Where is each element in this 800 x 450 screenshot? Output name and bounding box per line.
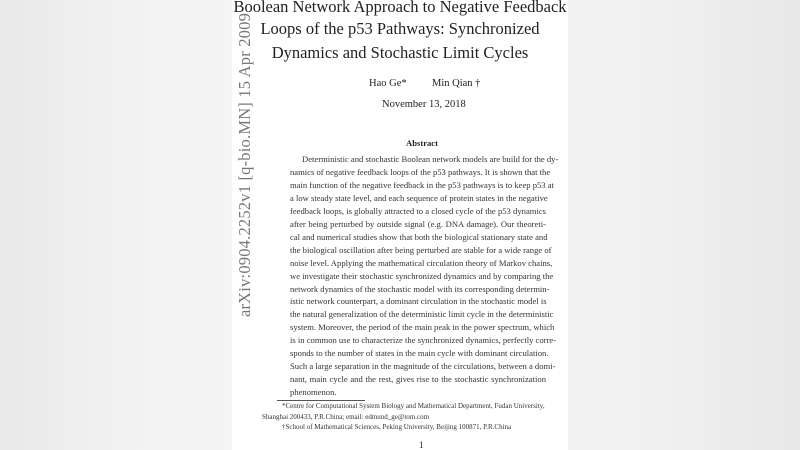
footnote-rule: [277, 400, 365, 401]
date: November 13, 2018: [382, 99, 466, 110]
footnote-1: *Centre for Computational System Biology and Mathematical Department, Fudan University,: [282, 402, 545, 410]
abstract-line: system. Moreover, the period of the main peak in the power spectrum, which: [290, 322, 555, 333]
abstract-line: cal and numerical studies show that both the biological stationary state and: [290, 231, 548, 242]
abstract-line: a low steady state level, and each sequence of protein states in the negative: [290, 192, 548, 203]
title-line-2: Loops of the p53 Pathways: Synchronized: [260, 19, 540, 38]
abstract-line: sponds to the number of states in the main cycle with dominant circulation.: [290, 348, 549, 359]
abstract-line: after being perturbed by outside signal (e.g. DNA damage). Our theoreti-: [290, 218, 546, 229]
abstract-heading: Abstract: [406, 138, 438, 148]
abstract-line: main function of the negative feedback in the p53 pathways is to keep p53 at: [290, 179, 554, 190]
abstract-line: noise level. Applying the mathematical circulation theory of Markov chains,: [290, 257, 553, 268]
author-2: Min Qian †: [432, 78, 481, 89]
footnote-2: †School of Mathematical Sciences, Peking University, Beijing 100871, P.R.China: [282, 423, 512, 431]
title-line-3: Dynamics and Stochastic Limit Cycles: [271, 43, 529, 62]
title-line-1: Boolean Network Approach to Negative Feedback: [233, 0, 567, 16]
abstract-line: is in common use to characterize the synchronized dynamics, perfectly corre-: [290, 335, 557, 346]
footnote-1-cont: Shanghai 200433, P.R.China; email: edmund_ge@tom.com: [262, 413, 430, 421]
abstract-line: the natural generalization of the deterministic limit cycle in the deterministic: [290, 309, 554, 320]
page-number: 1: [419, 440, 424, 450]
abstract-line: network dynamics of the stochastic model with its corresponding determin-: [290, 283, 550, 294]
abstract-line: Such a large separation in the magnitude of the circulations, between a domi-: [290, 361, 556, 372]
abstract-line: namics of negative feedback loops of the p53 pathways. It is shown that the: [290, 166, 551, 177]
abstract-line: nant, main cycle and the rest, gives rise to the stochastic synchronization: [290, 374, 546, 385]
abstract-line: istic network counterpart, a dominant circulation in the stochastic model is: [290, 296, 547, 307]
author-1: Hao Ge*: [369, 78, 407, 89]
abstract-line: phenomenon.: [290, 387, 337, 398]
abstract-line: Deterministic and stochastic Boolean network models are build for the dy-: [302, 154, 559, 164]
abstract-line: we investigate their stochastic synchronized dynamics and by comparing the: [290, 270, 554, 281]
abstract-line: feedback loops, is globally attracted to a closed cycle of the p53 dynamics: [290, 205, 546, 216]
abstract-line: the biological oscillation after being perturbed are stable for a wide range of: [290, 244, 552, 255]
arxiv-identifier: arXiv:0904.2252v1 [q-bio.MN] 15 Apr 2009: [235, 12, 254, 318]
